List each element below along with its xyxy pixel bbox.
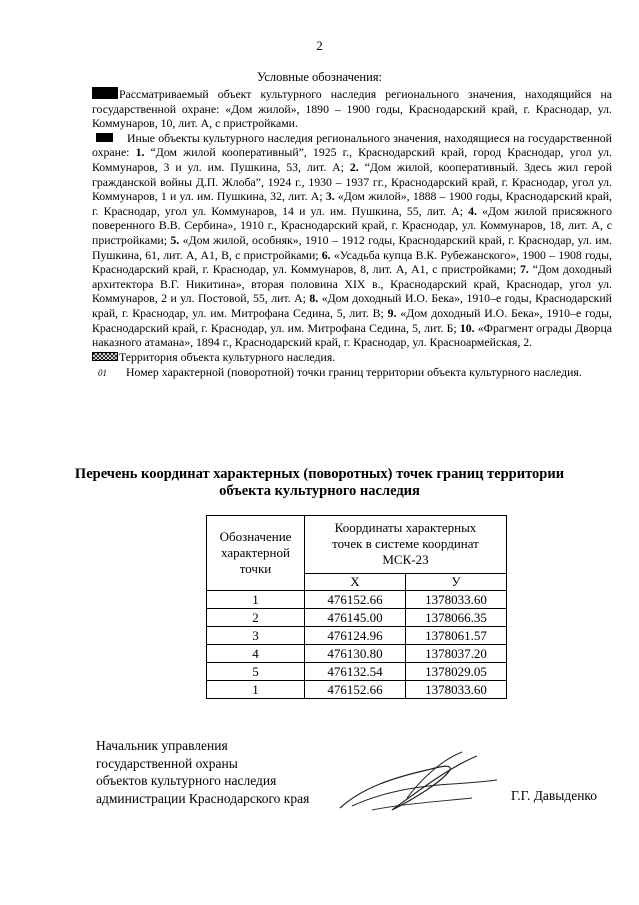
legend-item-point-number — [92, 365, 612, 381]
object-number: 4. — [468, 203, 477, 218]
signer-title-line-2: государственной охраны — [96, 755, 238, 771]
list-title-line-1: Перечень координат характерных (поворотных) точек границ территории — [74, 466, 565, 482]
cell-y: 1378029.05 — [406, 663, 507, 681]
object-number: 5. — [170, 232, 180, 247]
header-coordinates-line-1: Координаты характерных — [334, 520, 477, 536]
cell-point: 2 — [207, 609, 305, 627]
object-text: “Дом доходный архитектора В.Г. Никитина», вторая половина XIX в., Краснодарский край, Краснодар, угол ул. Коммунаров, 2 и ул. Постовой, 55, лит. А; — [92, 262, 612, 306]
cell-point: 5 — [207, 663, 305, 681]
cell-y: 1378033.60 — [406, 681, 507, 699]
legend — [92, 87, 612, 381]
cell-point: 3 — [207, 627, 305, 645]
table-row — [207, 591, 507, 609]
cell-point: 1 — [207, 591, 305, 609]
header-coordinates-line-2: точек в системе координат — [332, 536, 479, 552]
small-black-swatch-icon — [96, 133, 113, 142]
signer-title-line-4: администрации Краснодарского края — [96, 790, 310, 806]
table-row — [207, 645, 507, 663]
legend-item-other-objects — [92, 131, 612, 350]
cell-x: 476152.66 — [305, 591, 406, 609]
object-text: «Фрагмент ограды Дворца наказного атамана», 1894 г., Краснодарский край, г. Краснодар, ул. Красноармейская, 2. — [92, 320, 612, 350]
signer-title-line-1: Начальник управления — [96, 738, 228, 753]
object-number: 6. — [321, 247, 331, 262]
header-x: X — [305, 573, 406, 590]
header-coordinates-line-3: МСК-23 — [382, 552, 429, 568]
list-title-line-2: объекта культурного наследия — [219, 483, 420, 499]
cell-x: 476132.54 — [305, 663, 406, 681]
object-text: “Дом жилой, кооперативный. Здесь жил герой гражданской войны Д.П. Жлоба”, 1924 г., 1930 – 1937 гг., Краснодарский край, г. Краснодар, угол ул. Коммунаров, 1 и ул. им. Пушкина, 32, лит. А; — [92, 159, 613, 204]
table-row — [207, 663, 507, 681]
header-y: У — [406, 573, 507, 590]
table-row — [207, 609, 507, 627]
object-number: 8. — [309, 291, 319, 306]
legend-item-point-text: Номер характерной (поворотной) точки границ территории объекта культурного наследия. — [126, 365, 582, 380]
solid-black-swatch-icon — [92, 87, 118, 99]
coordinates-table — [206, 515, 507, 699]
table-row — [207, 627, 507, 645]
legend-item-other-intro: Иные объекты культурного наследия регионального значения, находящиеся на государственной охране: — [92, 130, 612, 160]
object-number: 7. — [520, 262, 529, 277]
hatched-territory-swatch-icon — [92, 352, 118, 361]
signer-title-line-3: объектов культурного наследия — [96, 773, 277, 788]
object-text: «Дом жилой», 1888 – 1900 годы, Краснодарский край, г. Краснодар, угол ул. Коммунаров, 14 и ул. им. Пушкина, 55, лит. А; — [92, 189, 613, 218]
cell-y: 1378066.35 — [406, 609, 507, 627]
object-text: «Дом жилой, особняк», 1910 – 1912 годы, Краснодарский край, г. Краснодар, ул. им. Пушкина, 61, лит. А, А1, В, с пристройками; — [92, 232, 612, 262]
object-text: «Дом доходный И.О. Бека», 1910–е годы, Краснодарский край, г. Краснодар, ул. им. Митрофана Седина, 5, лит. Б; — [92, 305, 612, 335]
object-number: 10. — [459, 320, 475, 335]
cell-y: 1378037.20 — [406, 645, 507, 663]
object-text: «Дом доходный И.О. Бека», 1910–е годы, Краснодарский край, г. Краснодар, ул. им. Митрофана Седина, 5, лит. В; — [92, 291, 612, 320]
object-text: «Дом жилой присяжного поверенного В.В. Сербина», 1910 г., Краснодарский край, г. Краснодар, ул. Коммунаров, 18, лит. А, с пристройками; — [92, 203, 612, 247]
object-text: «Усадьба купца В.К. Рубежанского», 1900 – 1908 годы, Краснодарский край, г. Краснодар, ул. Коммунаров, 8, лит. А, А1, с пристройками; — [92, 247, 612, 277]
cell-point: 4 — [207, 645, 305, 663]
cell-y: 1378033.60 — [406, 591, 507, 609]
object-number: 2. — [349, 159, 359, 174]
cell-x: 476152.66 — [305, 681, 406, 699]
object-text: “Дом жилой кооперативный”, 1925 г., Краснодарский край, город Краснодар, угол ул. Коммунаров, 3 и ул. им. Пушкина, 53, лит. А; — [92, 145, 612, 174]
objects-list — [92, 145, 612, 349]
table-row — [207, 681, 507, 699]
legend-item-considered-text: Рассматриваемый объект культурного наследия регионального значения, находящийся на государственной охране: «Дом жилой», 1890 – 1900 годы, Краснодарский край, г. Краснодар, ул. Коммунаров, 10, лит. А, с пристройками. — [92, 87, 612, 131]
cell-x: 476145.00 — [305, 609, 406, 627]
cell-y: 1378061.57 — [406, 627, 507, 645]
cell-point: 1 — [207, 681, 305, 699]
legend-item-considered-object — [92, 87, 612, 131]
object-number: 3. — [325, 189, 335, 204]
header-coordinates — [305, 516, 507, 574]
handwritten-signature — [332, 748, 502, 820]
legend-item-territory-text: Территория объекта культурного наследия. — [119, 349, 336, 364]
coordinates-table-body — [207, 591, 507, 699]
signature-block — [96, 737, 309, 807]
header-designation: Обозначение характерной точки — [207, 516, 305, 591]
coordinates-list-title — [0, 466, 639, 500]
page-number: 2 — [316, 38, 323, 53]
cell-x: 476130.80 — [305, 645, 406, 663]
object-number: 9. — [387, 305, 397, 320]
legend-item-territory — [92, 350, 612, 365]
cell-x: 476124.96 — [305, 627, 406, 645]
point-number-symbol: 01 — [98, 368, 107, 379]
legend-title: Условные обозначения: — [256, 70, 383, 84]
object-number: 1. — [135, 145, 145, 160]
signer-name: Г.Г. Давыденко — [511, 788, 598, 803]
